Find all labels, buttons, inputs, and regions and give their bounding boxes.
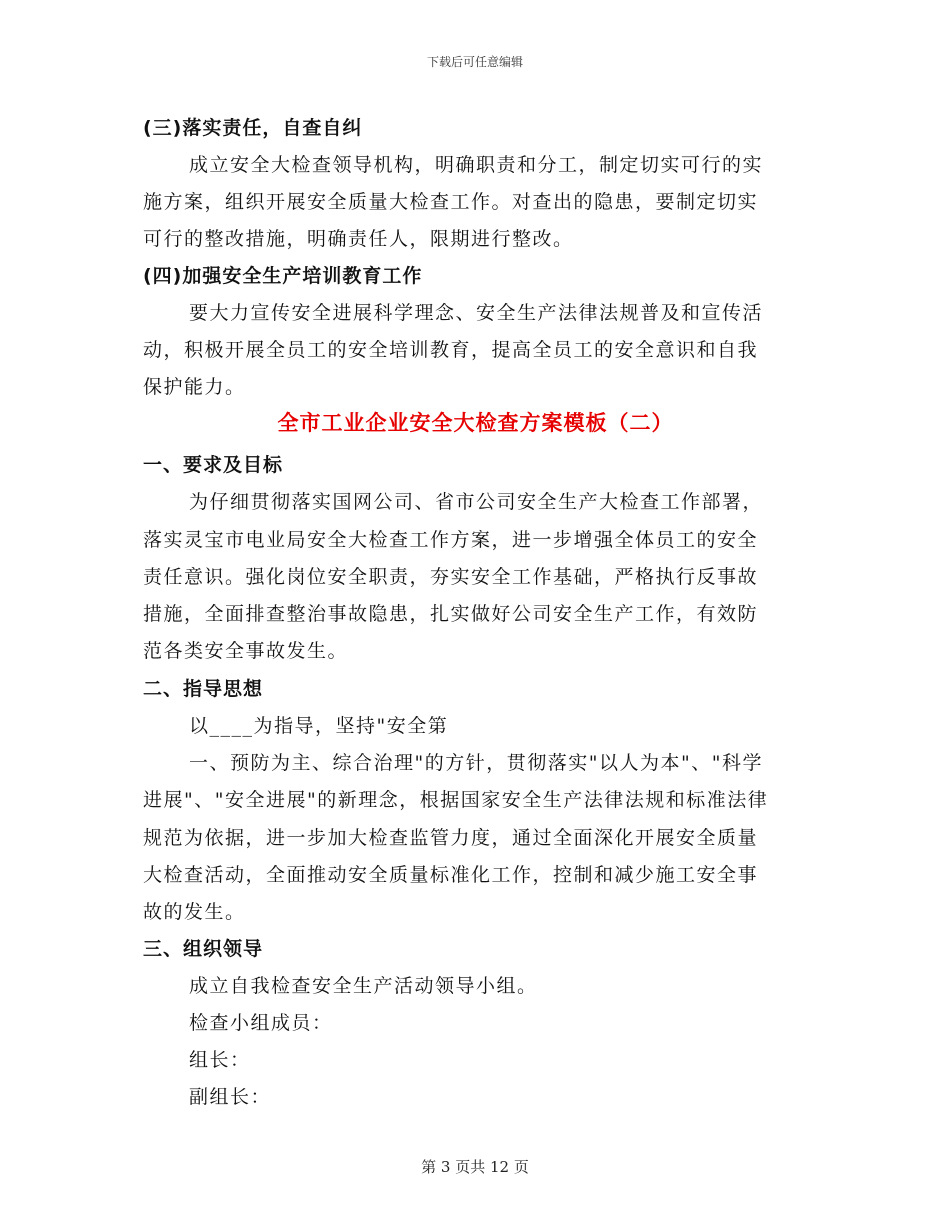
page-header: 下载后可任意编辑 (426, 55, 523, 69)
paragraph-line: 落实灵宝市电业局安全大检查工作方案，进一步增强全体员工的安全 (143, 529, 759, 551)
page-footer: 第 3 页共 12 页 (421, 1158, 529, 1176)
heading-guiding-ideology: 二、指导思想 (143, 678, 264, 700)
paragraph-line: 进展"、"安全进展"的新理念，根据国家安全生产法律法规和标准法律 (143, 789, 769, 811)
paragraph-line: 保护能力。 (143, 376, 246, 398)
paragraph-line: 成立安全大检查领导机构，明确职责和分工，制定切实可行的实 (189, 154, 764, 176)
paragraph-line: 副组长： (189, 1086, 272, 1108)
paragraph-line: 要大力宣传安全进展科学理念、安全生产法律法规普及和宣传活 (189, 302, 764, 324)
paragraph-line: 责任意识。强化岗位安全职责，夯实安全工作基础，严格执行反事故 (143, 566, 759, 588)
paragraph-line: 施方案，组织开展安全质量大检查工作。对查出的隐患，要制定切实 (143, 191, 759, 213)
heading-organization: 三、组织领导 (143, 938, 264, 960)
paragraph-line: 为仔细贯彻落实国网公司、省市公司安全生产大检查工作部署， (189, 491, 764, 513)
paragraph-line: 检查小组成员： (189, 1012, 333, 1034)
paragraph-line: 一、预防为主、综合治理"的方针，贯彻落实"以人为本"、"科学 (189, 752, 763, 774)
heading-section-4: (四)加强安全生产培训教育工作 (143, 265, 423, 287)
heading-goals: 一、要求及目标 (143, 454, 284, 476)
paragraph-line: 规范为依据，进一步加大检查监管力度，通过全面深化开展安全质量 (143, 827, 759, 849)
paragraph-line: 以____为指导，坚持"安全第 (189, 715, 449, 737)
paragraph-line: 可行的整改措施，明确责任人，限期进行整改。 (143, 228, 574, 250)
paragraph-line: 大检查活动，全面推动安全质量标准化工作，控制和减少施工安全事 (143, 864, 759, 886)
paragraph-line: 成立自我检查安全生产活动领导小组。 (189, 975, 538, 997)
paragraph-line: 措施，全面排查整治事故隐患，扎实做好公司安全生产工作，有效防 (143, 603, 759, 625)
paragraph-line: 范各类安全事故发生。 (143, 640, 349, 662)
heading-section-3: (三)落实责任，自查自纠 (143, 117, 363, 139)
paragraph-line: 组长： (189, 1049, 251, 1071)
paragraph-line: 动，积极开展全员工的安全培训教育，提高全员工的安全意识和自我 (143, 339, 759, 361)
paragraph-line: 故的发生。 (143, 901, 246, 923)
document-title: 全市工业企业安全大检查方案模板（二） (277, 411, 674, 435)
